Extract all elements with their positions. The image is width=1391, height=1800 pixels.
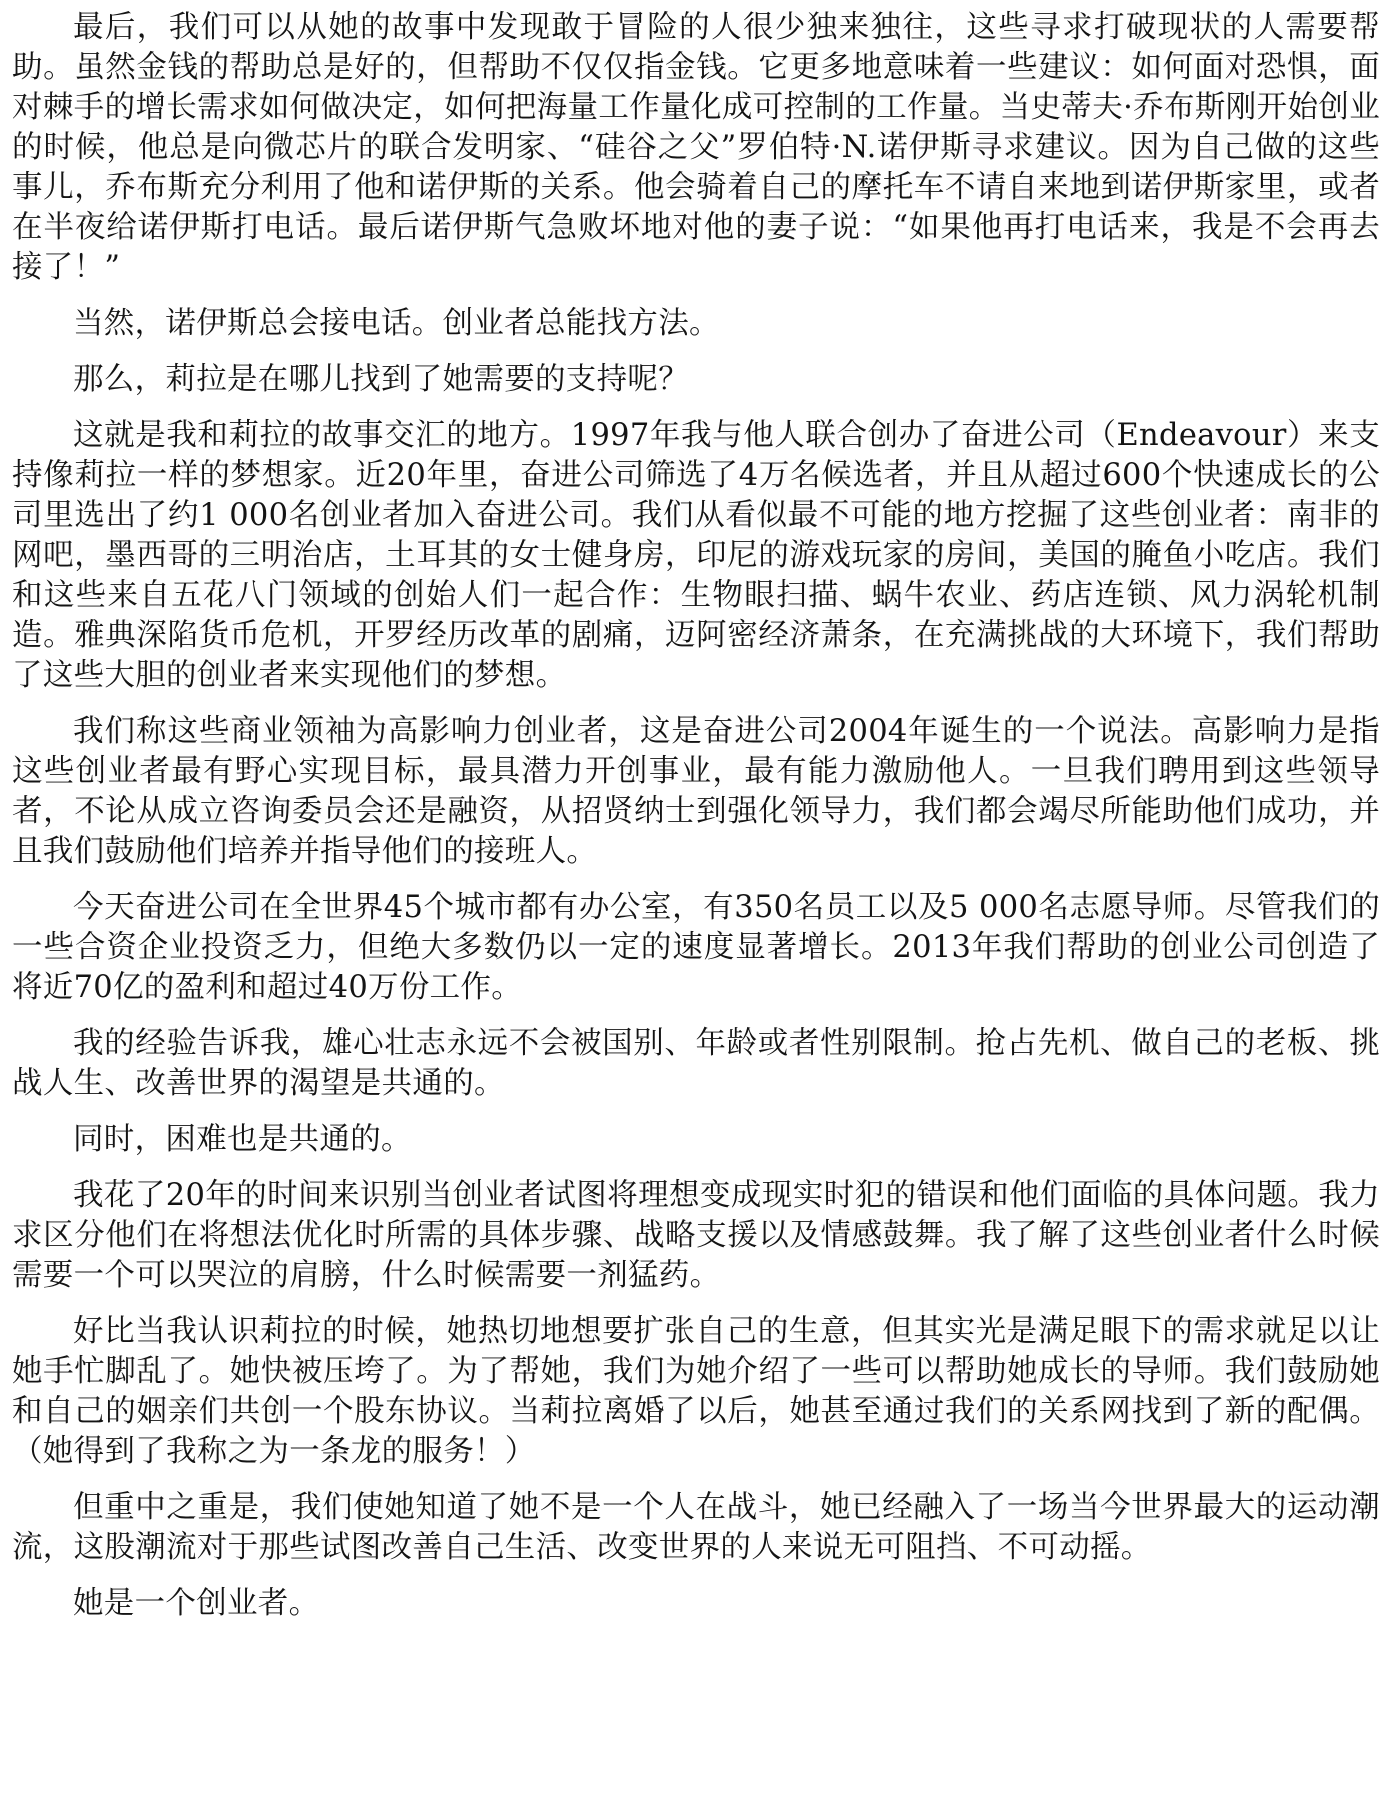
paragraph-4: 这就是我和莉拉的故事交汇的地方。1997年我与他人联合创办了奋进公司（Endeavour）来支持像莉拉一样的梦想家。近20年里，奋进公司筛选了4万名候选者，并且从超过600个快速成长的公司里选出了约1 000名创业者加入奋进公司。我们从看似最不可能的地方挖掘了这些创业者：南非的网吧，墨西哥的三明治店，土耳其的女士健身房，印尼的游戏玩家的房间，美国的腌鱼小吃店。我们和这些来自五花八门领域的创始人们一起合作：生物眼扫描、蜗牛农业、药店连锁、风力涡轮机制造。雅典深陷货币危机，开罗经历改革的剧痛，迈阿密经济萧条，在充满挑战的大环境下，我们帮助了这些大胆的创业者来实现他们的梦想。	[12, 418, 1380, 693]
paragraph-3: 那么，莉拉是在哪儿找到了她需要的支持呢？	[73, 362, 689, 397]
paragraph-9: 我花了20年的时间来识别当创业者试图将理想变成现实时犯的错误和他们面临的具体问题。我力求区分他们在将想法优化时所需的具体步骤、战略支援以及情感鼓舞。我了解了这些创业者什么时候需要一个可以哭泣的肩膀，什么时候需要一剂猛药。	[12, 1178, 1380, 1293]
paragraph-1: 最后，我们可以从她的故事中发现敢于冒险的人很少独来独往，这些寻求打破现状的人需要帮助。虽然金钱的帮助总是好的，但帮助不仅仅指金钱。它更多地意味着一些建议：如何面对恐惧，面对棘手的增长需求如何做决定，如何把海量工作量化成可控制的工作量。当史蒂夫·乔布斯刚开始创业的时候，他总是向微芯片的联合发明家、“硅谷之父”罗伯特·N.诺伊斯寻求建议。因为自己做的这些事儿，乔布斯充分利用了他和诺伊斯的关系。他会骑着自己的摩托车不请自来地到诺伊斯家里，或者在半夜给诺伊斯打电话。最后诺伊斯气急败坏地对他的妻子说：“如果他再打电话来，我是不会再去接了！”	[12, 10, 1380, 285]
paragraph-11: 但重中之重是，我们使她知道了她不是一个人在战斗，她已经融入了一场当今世界最大的运动潮流，这股潮流对于那些试图改善自己生活、改变世界的人来说无可阻挡、不可动摇。	[12, 1490, 1380, 1565]
paragraph-10: 好比当我认识莉拉的时候，她热切地想要扩张自己的生意，但其实光是满足眼下的需求就足以让她手忙脚乱了。她快被压垮了。为了帮她，我们为她介绍了一些可以帮助她成长的导师。我们鼓励她和自己的姻亲们共创一个股东协议。当莉拉离婚了以后，她甚至通过我们的关系网找到了新的配偶。（她得到了我称之为一条龙的服务！）	[12, 1314, 1380, 1469]
paragraph-8: 同时，困难也是共通的。	[73, 1122, 412, 1157]
paragraph-5: 我们称这些商业领袖为高影响力创业者，这是奋进公司2004年诞生的一个说法。高影响力是指这些创业者最有野心实现目标，最具潜力开创事业，最有能力激励他人。一旦我们聘用到这些领导者，不论从成立咨询委员会还是融资，从招贤纳士到强化领导力，我们都会竭尽所能助他们成功，并且我们鼓励他们培养并指导他们的接班人。	[12, 714, 1380, 869]
paragraph-12: 她是一个创业者。	[73, 1586, 320, 1621]
paragraph-6: 今天奋进公司在全世界45个城市都有办公室，有350名员工以及5 000名志愿导师。尽管我们的一些合资企业投资乏力，但绝大多数仍以一定的速度显著增长。2013年我们帮助的创业公司创造了将近70亿的盈利和超过40万份工作。	[12, 890, 1380, 1005]
paragraph-7: 我的经验告诉我，雄心壮志永远不会被国别、年龄或者性别限制。抢占先机、做自己的老板、挑战人生、改善世界的渴望是共通的。	[12, 1026, 1380, 1101]
paragraph-2: 当然，诺伊斯总会接电话。创业者总能找方法。	[73, 306, 720, 341]
document-page	[12, 8, 1380, 1640]
